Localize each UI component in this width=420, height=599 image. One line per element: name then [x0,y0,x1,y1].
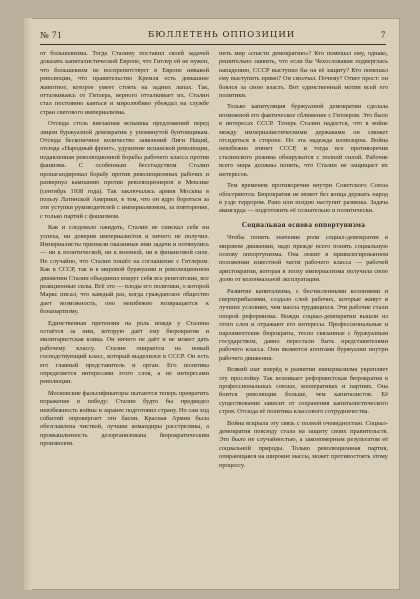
paragraph: Война вскрыла эту связь с полной очевидностью. Социал-демократия повсюду стала на защиту своих правительств. Это было не случайностью, а закономерным результатом её социальной природы. Только революционная партия, опирающаяся на широкие массы, может противостоять этому процессу. [219,419,388,469]
page-header [40,26,386,45]
issue-number: № 71 [40,30,63,40]
document-page [24,18,400,590]
right-column [219,50,388,582]
paragraph: Отсюда столь внезапная вспышка предложений перед лицом буржуазной демократии у упомянутой бунтовщикам. Отсюда бесконечное количество заявлений Лиги Наций, отсюда «Народный фронт», удушение испанской революции, подавленная революционной борьбы рабочего класса против фашизма. С особенным бесстыдством Сталин пропагандировал борьбу против революционных рабочих и развернул кампанию против революционеров в Мексике (сентябрь 1938 года). Так заключалась армия Москвы в пользу Латинской Америки, в том, что он ядро бороться за эти уступки руководителей с империализмом, за повторение, с только партий с фашизмом. [40,120,209,220]
paragraph: Как и следовало ожидать, Сталин не снискал себе ни успеха, ни доверия империалистов и ничего не получил. Империалисты признали оказанные ими задачи и потянулись — ни к политической, ни к военной, ни к финансовой силе. Не случайно, что Сталин пошёл на соглашение с Гитлером. Как в СССР, так и в мировой буржуазии и революционном движении Сталин объединил вокруг себя все ренегатские, все реакционные силы. Всё это — плоды его политики, о которой Маркс писал, что каждый раз, когда гражданское общество дает возможность, оно неизбежно возвращается к бонапартизму. [40,224,209,316]
paragraph: от большевизма. Тогда Сталину поставил своей задачей доказать капиталистической Европе, что Гитлер ей не нужен, что большевизм не воспрепятствует в Европе никакой революции, что правительство Кремля есть домашнее животное, которое умеет стоять на задних лапах. Так, отталкиваясь от Гитлера, верного отталкивает их. Сталин стал постоянно каяться и миролюбиво убеждал на службе стран светового империализма. [40,50,209,116]
page-number: 7 [380,30,386,40]
section-heading: Социальная основа оппортунизма [241,220,366,229]
paragraph: Только капитуляция буржуазной демократии сделала возможной его фактическое сближение с Гитлером. Это было в интересах СССР. Теперь Сталин надеется, что в войне между империалистическими державами он сможет отсидеться в стороне. Но эта надежда иллюзорна. Война неизбежно втянет СССР, и тогда все противоречия сталинского режима обнаружатся с полной силой. Рабочие всего мира должны понять, что Сталин не защищает их интересов. [219,103,388,178]
paragraph: нить мир «спасти демократию»? Кто помешал ему, однако, решительно заявить, что если бы Чехословакия подверглась нападению, СССР выступил бы на её защиту? Кто помешал ему выступить прямо? Он смолчал. Почему? Ответ прост: он боялся за свою власть. Вот единственный мотив всей его политики. [219,50,388,100]
paragraph: Чтобы понять значение роли социал-демократии в мировом движении, надо прежде всего понять социальную основу оппортунизма. Она лежит в привилегированном положении известной части рабочего класса — рабочей аристократии, которая в эпоху империализма получила свою долю от колониальной эксплуатации. [219,234,388,284]
publication-title: БЮЛЛЕТЕНЬ ОППОЗИЦИИ [147,30,296,40]
paragraph: Тем временем противоречия внутри Советского Союза обостряются. Бюрократия не может без конца держать народ в узде террором. Рано или поздно наступит развязка. Задача авангарда — подготовить её сознательно и политически. [219,182,388,215]
page-edge-shadow [24,18,32,590]
paragraph: Всякий шаг вперёд в развитии империализма укрепляет эту прослойку. Так возникает реформистская бюрократия в профессиональных союзах, кооперативах и партиях. Она боится революции больше, чем капиталистов. Её существование зависит от сохранения капиталистического строя. Отсюда её политика классового сотрудничества. [219,366,388,416]
two-column-body [40,50,388,582]
paragraph: Развитие капитализма, с бесчисленными колониями и сверхприбылями, создало слой рабочих, которые живут в лучших условиях, чем массы трудящихся. Эти рабочие стали опорой реформизма. Вожди социал-демократии вышли из этого слоя и отражают его интересы. Профессиональные и парламентские бюрократы, тесно связанные с буржуазным государством, давно перестали быть представителями рабочего класса. Они являются агентами буржуазии внутри рабочего движения. [219,287,388,362]
paragraph: Московские фальсификаторы пытаются теперь превратить поражение в победу: Сталин будто бы предвидел неизбежность войны и заранее подготовил страну. Но сам ход событий опровергает эти басни. Красная Армия была обезглавлена чисткой, лучшие командиры расстреляны, а промышленность дезорганизована бюрократическим произволом. [40,389,209,448]
paragraph: Единственная претензия на роль вождя у Сталина остаётся за ним, которую даёт ему бюрократия и милитаристская клика. Он ничего не даёт и не может дать рабочему классу. Сталин опирается на новый господствующий класс, который выделился в СССР. Он есть его главный представитель и орган. Его политика определяется интересами этого слоя, а не интересами революции. [40,319,209,386]
left-column [40,50,209,582]
